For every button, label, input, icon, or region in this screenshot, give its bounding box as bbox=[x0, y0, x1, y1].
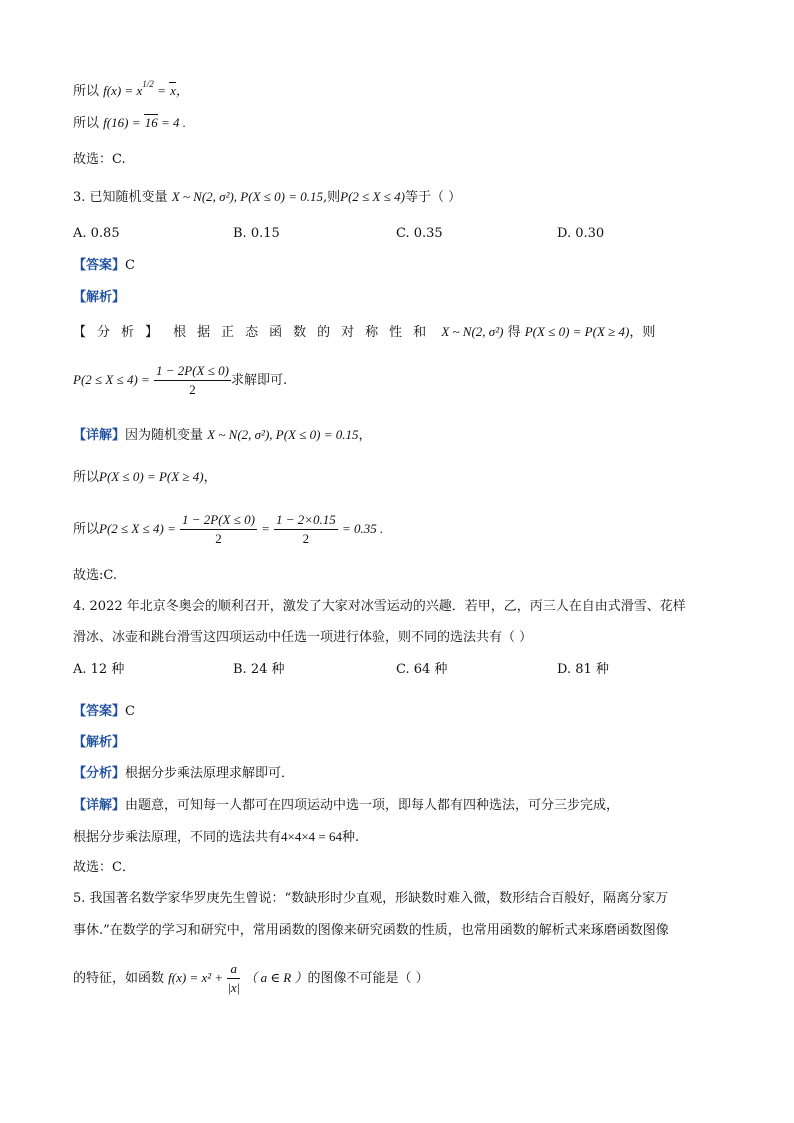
q5-stem-line-3 bbox=[73, 960, 429, 997]
q3-answer bbox=[73, 256, 135, 276]
text: ，则 bbox=[629, 325, 656, 340]
math-expression: 4×4×4 = 64 bbox=[281, 829, 343, 844]
text: 根据分步乘法原理，不同的选法共有 bbox=[73, 830, 282, 845]
fraction bbox=[154, 362, 231, 399]
q4-answer bbox=[73, 702, 135, 722]
q4-fenxi bbox=[73, 764, 294, 784]
text: 因为随机变量 bbox=[125, 428, 204, 443]
fraction-denominator: |x| bbox=[227, 980, 241, 995]
text: 求解即可. bbox=[230, 373, 288, 388]
fraction-numerator: 1 − 2×0.15 bbox=[274, 511, 338, 530]
fraction-denominator: 2 bbox=[302, 531, 310, 546]
fraction-numerator: 1 − 2P(X ≤ 0) bbox=[180, 511, 257, 530]
text: 根据分步乘法原理求解即可． bbox=[125, 766, 295, 781]
q3-detail-line-3: 所以P(2 ≤ X ≤ 4) = $\frac{1 - 2P(X \le 0)}{2}$ = $\frac{1 - 2\times 0.15}{2}$ = 0.35 . bbox=[73, 512, 384, 546]
math-expression: X ~ N(2, σ²) bbox=[441, 324, 504, 339]
q3-option-c: C. 0.35 bbox=[396, 226, 443, 241]
text: 的图像不可能是（ ） bbox=[307, 971, 429, 986]
math-expression: P(X ≤ 0) = P(X ≥ 4) bbox=[99, 469, 204, 484]
text: 所以 bbox=[73, 522, 100, 537]
q3-detail-line-2 bbox=[73, 467, 217, 488]
q4-detail-line-1 bbox=[73, 796, 619, 816]
q3-option-a: A. 0.85 bbox=[73, 226, 120, 241]
math-expression: $f(x) = x^{1/2} = x$， bbox=[103, 79, 189, 98]
q5-stem-line-2: 事休.”在数学的学习和研究中，常用函数的图像来研究函数的性质，也常用函数的解析式来琢磨函数图像 bbox=[73, 923, 669, 938]
math-expression: P(2 ≤ X ≤ 4) = bbox=[73, 372, 150, 387]
q4-option-d: D. 81 种 bbox=[557, 662, 609, 677]
q5-stem-line-1: 5. 我国著名数学家华罗庚先生曾说：“数缺形时少直观，形缺数时难入微，数形结合百般好，隔离分家万 bbox=[73, 891, 669, 906]
text: 得 bbox=[507, 325, 521, 340]
detail-label: 【详解】 bbox=[73, 428, 126, 443]
q3-fenxi-line-2 bbox=[73, 362, 287, 399]
text: ， bbox=[358, 428, 372, 443]
q3-detail-line-1 bbox=[73, 425, 372, 446]
text: 所以 bbox=[73, 116, 100, 131]
q2-line-1 bbox=[73, 74, 189, 102]
analysis-label: 【解析】 bbox=[73, 290, 126, 305]
answer-value: C bbox=[125, 704, 135, 719]
fraction bbox=[227, 960, 240, 997]
math-expression: P(2 ≤ X ≤ 4) bbox=[340, 189, 405, 204]
q4-detail-line-2 bbox=[73, 827, 359, 848]
q3-stem bbox=[73, 187, 461, 208]
fraction-numerator: a bbox=[227, 960, 240, 979]
answer-label: 【答案】 bbox=[73, 258, 126, 273]
math-expression: P(X ≤ 0) = P(X ≥ 4) bbox=[524, 324, 630, 339]
q4-stem-line-2: 滑冰、冰壶和跳台滑雪这四项运动中任选一项进行体验，则不同的选法共有（ ） bbox=[73, 630, 533, 645]
answer-label: 【答案】 bbox=[73, 704, 126, 719]
text: 根据正态函数的对称性和 bbox=[173, 325, 438, 340]
math-expression: X ~ N(2, σ²), P(X ≤ 0) = 0.15 bbox=[207, 427, 359, 442]
text: 3. 已知随机变量 bbox=[73, 190, 168, 205]
analysis-label: 【解析】 bbox=[73, 735, 126, 750]
q4-option-a: A. 12 种 bbox=[73, 662, 125, 677]
answer-value: C bbox=[125, 258, 135, 273]
math-expression: f(16) = 16 = 4 . bbox=[103, 115, 186, 130]
text: 所以 bbox=[73, 84, 100, 99]
fraction-denominator: 2 bbox=[189, 382, 196, 397]
q3-analysis-label bbox=[73, 288, 125, 308]
detail-label: 【详解】 bbox=[73, 798, 126, 813]
text: ,则 bbox=[323, 190, 341, 205]
math-expression: = 0.35 . bbox=[341, 521, 384, 536]
q3-option-b: B. 0.15 bbox=[233, 226, 280, 241]
text: 由题意，可知每一人都可在四项运动中选一项，即每人都有四种选法，可分三步完成， bbox=[125, 798, 620, 813]
text: 等于（ ） bbox=[404, 190, 462, 205]
fraction-numerator: 1 − 2P(X ≤ 0) bbox=[154, 362, 231, 381]
q4-option-b: B. 24 种 bbox=[233, 662, 285, 677]
math-expression: f(x) = x² + bbox=[168, 970, 224, 985]
q4-conclusion: 故选：C． bbox=[73, 860, 135, 875]
q4-option-c: C. 64 种 bbox=[396, 662, 448, 677]
q3-fenxi-line-1 bbox=[73, 322, 655, 343]
q3-conclusion: 故选:C. bbox=[73, 568, 117, 583]
q2-line-2 bbox=[73, 113, 186, 134]
fenxi-label: 【分析】 bbox=[73, 766, 126, 781]
math-expression: （ a ∈ R ） bbox=[244, 970, 308, 985]
text: 种. bbox=[342, 830, 360, 845]
math-expression: X ~ N(2, σ²), P(X ≤ 0) = 0.15 bbox=[171, 189, 323, 204]
q4-stem-line-1: 4. 2022 年北京冬奥会的顺利召开，激发了大家对冰雪运动的兴趣．若甲，乙，丙三人在自由式滑雪、花样 bbox=[73, 599, 686, 614]
fraction-denominator: 2 bbox=[215, 531, 222, 546]
q3-option-d: D. 0.30 bbox=[557, 226, 605, 241]
q4-analysis-label bbox=[73, 733, 125, 753]
text: 所以 bbox=[73, 470, 100, 485]
q2-conclusion: 故选：C. bbox=[73, 152, 126, 167]
text: ， bbox=[203, 470, 217, 485]
text: 的特征，如函数 bbox=[73, 971, 165, 986]
fraction bbox=[180, 511, 257, 548]
fenxi-label: 【分析】 bbox=[73, 325, 170, 340]
math-expression: P(2 ≤ X ≤ 4) = bbox=[99, 521, 176, 536]
fraction bbox=[274, 511, 338, 548]
